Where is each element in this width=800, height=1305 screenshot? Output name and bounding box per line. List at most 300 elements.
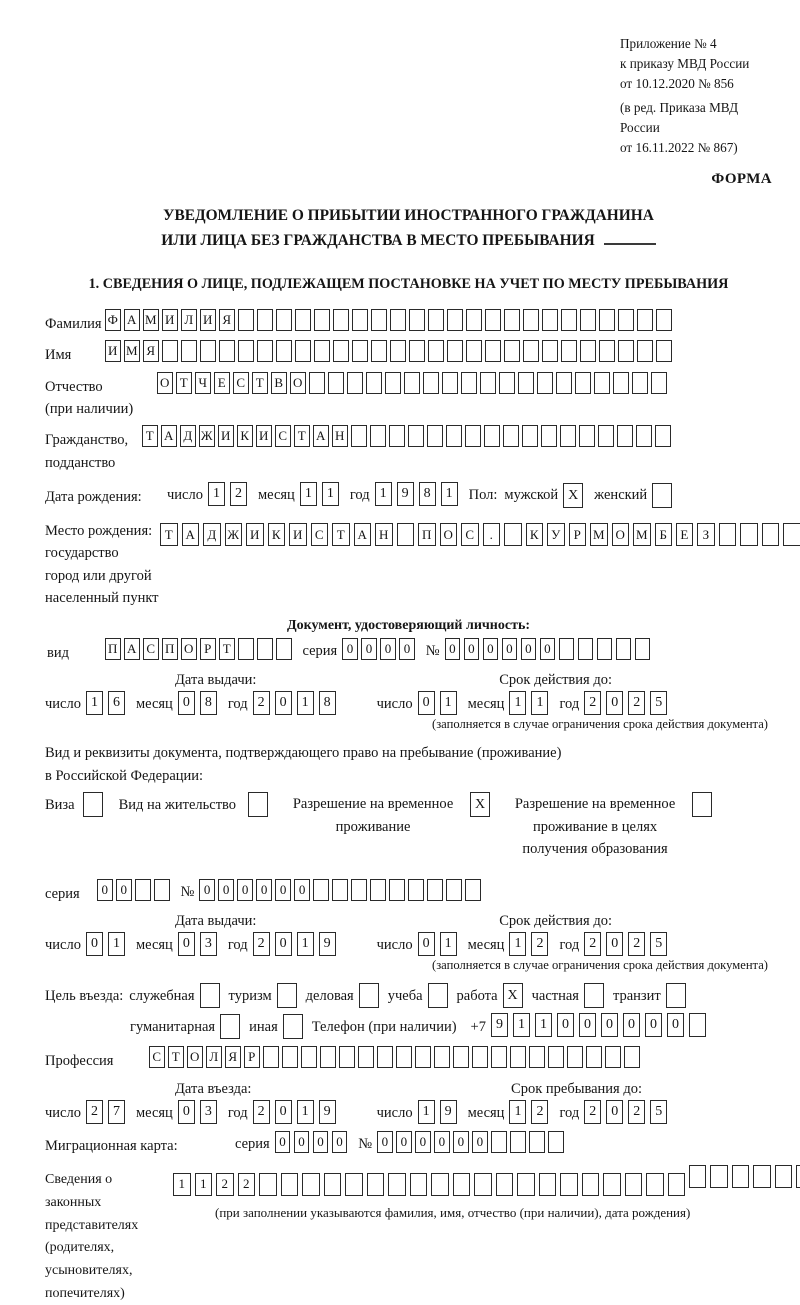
char-box: [377, 1046, 393, 1068]
char-box: [689, 1165, 707, 1188]
char-box: [474, 1173, 492, 1196]
birth-date-row: [45, 482, 772, 508]
char-box: 0: [275, 1131, 291, 1153]
residence-date-headings: [45, 913, 772, 930]
migration-number-label: №: [358, 1135, 373, 1152]
char-box: И: [289, 523, 307, 546]
char-box: [351, 879, 367, 901]
profession-label: Профессия: [45, 1053, 114, 1070]
char-box: 0: [483, 638, 499, 660]
char-box: [446, 425, 462, 447]
char-box: [775, 1165, 793, 1188]
representatives-row: [45, 1165, 772, 1305]
char-box: 0: [445, 638, 461, 660]
char-box: [503, 425, 519, 447]
residence-issue-year-label: год: [227, 937, 248, 954]
char-box: [408, 425, 424, 447]
char-box: Б: [655, 523, 673, 546]
char-box: Ф: [105, 309, 121, 331]
purpose-transit-checkbox: [666, 983, 686, 1008]
patronymic-label-line1: Отчество: [45, 378, 103, 395]
sex-male-checkbox: [563, 483, 583, 508]
char-box: [135, 879, 151, 901]
char-box: С: [461, 523, 479, 546]
char-box: [624, 1046, 640, 1068]
char-box: [783, 523, 800, 546]
char-box: [238, 340, 254, 362]
char-box: 9: [319, 932, 336, 956]
char-box: [248, 792, 268, 817]
char-box: [281, 1173, 299, 1196]
char-box: [313, 879, 329, 901]
char-box: [390, 309, 406, 331]
char-box: [328, 372, 344, 394]
char-box: [352, 309, 368, 331]
representatives-label-line4: (родителях,: [45, 1240, 115, 1256]
char-box: 1: [440, 932, 457, 956]
residence-issue-day-label: число: [45, 937, 81, 954]
char-box: 3: [200, 1100, 217, 1124]
char-box: [446, 879, 462, 901]
residence-expiry-month-boxes: [509, 932, 548, 956]
residence-expiry-day-label: число: [376, 937, 413, 954]
name-label: Имя: [45, 347, 72, 364]
identity-number-boxes: [445, 638, 651, 660]
char-box: 1: [513, 1013, 530, 1037]
char-box: Р: [569, 523, 587, 546]
char-box: 0: [218, 879, 234, 901]
char-box: 1: [441, 482, 458, 506]
temp-residence-option-checkbox: [470, 792, 490, 817]
char-box: [351, 425, 367, 447]
char-box: Т: [176, 372, 192, 394]
identity-issue-day-boxes: [86, 691, 125, 715]
stay-until-heading: Срок пребывания до:: [511, 1080, 642, 1097]
char-box: 1: [297, 932, 314, 956]
char-box: [504, 523, 522, 546]
char-box: [499, 372, 515, 394]
char-box: 0: [178, 932, 195, 956]
char-box: П: [105, 638, 121, 660]
char-box: 9: [491, 1013, 508, 1037]
purpose-tourism-checkbox: [277, 983, 297, 1008]
char-box: 0: [601, 1013, 618, 1037]
identity-series-label: серия: [302, 642, 338, 659]
stay-month-label: месяц: [467, 1104, 505, 1121]
residence-intro-line1: Вид и реквизиты документа, подтверждающего право на пребывание (проживание): [45, 745, 562, 762]
char-box: [442, 372, 458, 394]
entry-day-boxes: [86, 1100, 125, 1124]
migration-number-boxes: [377, 1131, 564, 1153]
header-line-4: (в ред. Приказа МВД России: [620, 100, 739, 136]
char-box: [537, 372, 553, 394]
char-box: М: [124, 340, 140, 362]
form-title-line-2-wrap: [45, 228, 772, 253]
char-box: И: [162, 309, 178, 331]
representatives-box-rows: [173, 1165, 800, 1221]
char-box: 0: [332, 1131, 348, 1153]
char-box: [352, 340, 368, 362]
char-box: 0: [237, 879, 253, 901]
char-box: 0: [275, 1100, 292, 1124]
char-box: П: [418, 523, 436, 546]
char-box: [257, 309, 273, 331]
identity-issue-year-boxes: [253, 691, 336, 715]
char-box: О: [187, 1046, 203, 1068]
residence-issue-month-label: месяц: [135, 937, 173, 954]
birth-day-boxes: [208, 482, 247, 506]
char-box: [517, 1173, 535, 1196]
migration-card-label: Миграционная карта:: [45, 1137, 178, 1154]
char-box: [597, 638, 613, 660]
char-box: 0: [86, 932, 103, 956]
char-box: [453, 1046, 469, 1068]
char-box: [496, 1173, 514, 1196]
char-box: 1: [86, 691, 103, 715]
char-box: [625, 1173, 643, 1196]
char-box: 2: [628, 1100, 645, 1124]
char-box: [578, 638, 594, 660]
purpose-other-label: иная: [249, 1019, 278, 1036]
citizenship-row: [45, 425, 772, 474]
identity-date-headings: [45, 672, 772, 689]
char-box: 0: [199, 879, 215, 901]
char-box: [504, 340, 520, 362]
residence-expiry-year-label: год: [559, 937, 580, 954]
char-box: К: [526, 523, 544, 546]
char-box: [666, 983, 686, 1008]
char-box: [491, 1131, 507, 1153]
char-box: 9: [319, 1100, 336, 1124]
residence-options-row: [45, 791, 772, 860]
surname-label: Фамилия: [45, 315, 102, 332]
char-box: [529, 1131, 545, 1153]
representatives-label-line5: усыновителях,: [45, 1262, 133, 1278]
char-box: [646, 1173, 664, 1196]
char-box: [324, 1173, 342, 1196]
char-box: [605, 1046, 621, 1068]
char-box: [510, 1131, 526, 1153]
char-box: [434, 1046, 450, 1068]
char-box: [491, 1046, 507, 1068]
birth-day-label: число: [167, 487, 203, 504]
identity-issue-month-boxes: [178, 691, 217, 715]
identity-expiry-heading: Срок действия до:: [499, 672, 612, 689]
entry-purpose-label: Цель въезда:: [45, 988, 124, 1005]
birth-place-label-line1: Место рождения:: [45, 522, 153, 539]
char-box: А: [182, 523, 200, 546]
char-box: X: [503, 983, 523, 1008]
stay-month-boxes: [509, 1100, 548, 1124]
entry-date-headings: [45, 1081, 772, 1098]
identity-kind-row: [45, 638, 772, 664]
char-box: 0: [579, 1013, 596, 1037]
char-box: 2: [216, 1173, 234, 1196]
char-box: [518, 372, 534, 394]
char-box: Т: [219, 638, 235, 660]
char-box: [200, 340, 216, 362]
char-box: [367, 1173, 385, 1196]
char-box: 0: [418, 932, 435, 956]
identity-issue-year-label: год: [227, 696, 248, 713]
char-box: 6: [108, 691, 125, 715]
char-box: 0: [606, 691, 623, 715]
phone-boxes: [491, 1013, 706, 1037]
char-box: 0: [275, 932, 292, 956]
char-box: [465, 425, 481, 447]
char-box: [599, 340, 615, 362]
surname-boxes: [105, 309, 672, 331]
char-box: [276, 340, 292, 362]
char-box: [548, 1046, 564, 1068]
char-box: [333, 340, 349, 362]
char-box: Е: [214, 372, 230, 394]
char-box: [408, 879, 424, 901]
char-box: [409, 340, 425, 362]
char-box: 8: [319, 691, 336, 715]
char-box: З: [697, 523, 715, 546]
char-box: [522, 425, 538, 447]
char-box: 0: [606, 1100, 623, 1124]
header-amendment-block: [620, 98, 772, 157]
residence-expiry-day-boxes: [418, 932, 457, 956]
char-box: 1: [195, 1173, 213, 1196]
phone-label: Телефон (при наличии): [311, 1019, 457, 1036]
char-box: [548, 1131, 564, 1153]
char-box: 0: [502, 638, 518, 660]
stay-day-boxes: [418, 1100, 457, 1124]
char-box: [453, 1173, 471, 1196]
char-box: К: [237, 425, 253, 447]
char-box: 1: [509, 691, 526, 715]
char-box: [220, 1014, 240, 1039]
residence-series-row: [45, 879, 772, 905]
char-box: А: [313, 425, 329, 447]
char-box: 0: [557, 1013, 574, 1037]
birth-place-row: [45, 516, 772, 610]
visa-option-label: Виза: [45, 797, 75, 814]
birth-place-label-line2: государство: [45, 545, 119, 562]
char-box: И: [256, 425, 272, 447]
char-box: 0: [342, 638, 358, 660]
char-box: И: [246, 523, 264, 546]
char-box: [409, 309, 425, 331]
char-box: 0: [256, 879, 272, 901]
char-box: [447, 309, 463, 331]
residence-issue-month-boxes: [178, 932, 217, 956]
char-box: [655, 425, 671, 447]
char-box: 1: [297, 691, 314, 715]
char-box: [447, 340, 463, 362]
char-box: [277, 983, 297, 1008]
char-box: М: [633, 523, 651, 546]
char-box: [613, 372, 629, 394]
representatives-boxes-row2: [689, 1165, 800, 1188]
birth-place-boxes-row2: [676, 523, 800, 546]
char-box: [370, 879, 386, 901]
name-boxes: [105, 340, 672, 362]
sex-male-label: мужской: [504, 487, 559, 504]
identity-expiry-year-boxes: [584, 691, 667, 715]
identity-expiry-year-label: год: [559, 696, 580, 713]
char-box: 0: [606, 932, 623, 956]
form-word-label: ФОРМА: [711, 170, 772, 187]
char-box: А: [161, 425, 177, 447]
header-line-5: от 16.11.2022 № 867): [620, 139, 738, 155]
purpose-business-label: деловая: [305, 988, 354, 1005]
patronymic-boxes: [157, 372, 667, 394]
char-box: [529, 1046, 545, 1068]
title-blank-line: [604, 243, 656, 245]
identity-doc-heading: Документ, удостоверяющий личность:: [286, 617, 531, 633]
char-box: Т: [142, 425, 158, 447]
char-box: [404, 372, 420, 394]
char-box: 0: [667, 1013, 684, 1037]
char-box: 5: [650, 1100, 667, 1124]
char-box: [389, 425, 405, 447]
char-box: [314, 309, 330, 331]
char-box: Н: [332, 425, 348, 447]
char-box: [370, 425, 386, 447]
char-box: [162, 340, 178, 362]
char-box: [504, 309, 520, 331]
char-box: .: [483, 523, 501, 546]
char-box: С: [233, 372, 249, 394]
migration-series-boxes: [275, 1131, 348, 1153]
char-box: [314, 340, 330, 362]
entry-date-heading: Дата въезда:: [175, 1080, 252, 1097]
char-box: [276, 638, 292, 660]
char-box: О: [181, 638, 197, 660]
char-box: [263, 1046, 279, 1068]
char-box: 2: [253, 932, 270, 956]
char-box: 1: [173, 1173, 191, 1196]
char-box: [575, 372, 591, 394]
header-line-1: Приложение № 4: [620, 36, 717, 51]
char-box: [200, 983, 220, 1008]
char-box: 0: [396, 1131, 412, 1153]
char-box: 9: [440, 1100, 457, 1124]
purpose-phone-row: [45, 1013, 772, 1039]
char-box: [523, 340, 539, 362]
birth-place-label-line3: город или другой: [45, 567, 152, 584]
visa-option-checkbox: [83, 792, 103, 817]
citizenship-boxes: [142, 425, 671, 447]
char-box: [257, 340, 273, 362]
birth-place-boxes-row1: [160, 523, 672, 546]
char-box: [466, 340, 482, 362]
purpose-humanitarian-checkbox: [220, 1014, 240, 1039]
char-box: 1: [300, 482, 317, 506]
char-box: [603, 1173, 621, 1196]
char-box: [301, 1046, 317, 1068]
char-box: [617, 425, 633, 447]
char-box: И: [200, 309, 216, 331]
char-box: [580, 340, 596, 362]
entry-purpose-row: [45, 982, 772, 1008]
char-box: [561, 309, 577, 331]
purpose-private-label: частная: [531, 988, 579, 1005]
char-box: [579, 425, 595, 447]
char-box: 0: [464, 638, 480, 660]
entry-year-label: год: [227, 1104, 248, 1121]
char-box: [580, 309, 596, 331]
char-box: 0: [415, 1131, 431, 1153]
char-box: [238, 638, 254, 660]
char-box: 2: [253, 691, 270, 715]
birth-place-label: [45, 516, 160, 610]
char-box: 2: [584, 932, 601, 956]
char-box: [762, 523, 780, 546]
char-box: [542, 309, 558, 331]
char-box: [567, 1046, 583, 1068]
char-box: [359, 983, 379, 1008]
residence-series-label: серия: [45, 885, 80, 902]
char-box: [358, 1046, 374, 1068]
char-box: [257, 638, 273, 660]
char-box: [396, 1046, 412, 1068]
residence-number-label: №: [180, 883, 195, 900]
char-box: [415, 1046, 431, 1068]
char-box: [276, 309, 292, 331]
birth-date-label: Дата рождения:: [45, 489, 142, 506]
char-box: 2: [238, 1173, 256, 1196]
name-row: [45, 340, 772, 366]
patronymic-label: [45, 372, 157, 421]
char-box: О: [290, 372, 306, 394]
entry-dates-row: [45, 1100, 772, 1124]
stay-day-label: число: [376, 1104, 413, 1121]
identity-expiry-day-boxes: [418, 691, 457, 715]
stay-year-label: год: [559, 1104, 580, 1121]
char-box: [753, 1165, 771, 1188]
char-box: [542, 340, 558, 362]
char-box: С: [143, 638, 159, 660]
char-box: 1: [375, 482, 392, 506]
char-box: [732, 1165, 750, 1188]
char-box: С: [275, 425, 291, 447]
purpose-official-label: служебная: [129, 988, 195, 1005]
birth-year-label: год: [349, 487, 370, 504]
purpose-transit-label: транзит: [612, 988, 661, 1005]
char-box: 0: [361, 638, 377, 660]
char-box: [584, 983, 604, 1008]
char-box: О: [440, 523, 458, 546]
char-box: [480, 372, 496, 394]
char-box: Н: [375, 523, 393, 546]
char-box: В: [271, 372, 287, 394]
char-box: 0: [116, 879, 132, 901]
char-box: [83, 792, 103, 817]
residence-dates-row: [45, 932, 772, 956]
citizenship-label: [45, 425, 142, 474]
char-box: И: [218, 425, 234, 447]
char-box: 0: [623, 1013, 640, 1037]
entry-year-boxes: [253, 1100, 336, 1124]
char-box: [465, 879, 481, 901]
profession-row: [45, 1046, 772, 1072]
char-box: 0: [294, 1131, 310, 1153]
migration-series-label: серия: [235, 1135, 270, 1152]
char-box: Л: [181, 309, 197, 331]
char-box: [181, 340, 197, 362]
char-box: Т: [332, 523, 350, 546]
char-box: [618, 340, 634, 362]
char-box: [561, 340, 577, 362]
char-box: X: [563, 483, 583, 508]
char-box: [385, 372, 401, 394]
identity-expiry-day-label: число: [376, 696, 413, 713]
